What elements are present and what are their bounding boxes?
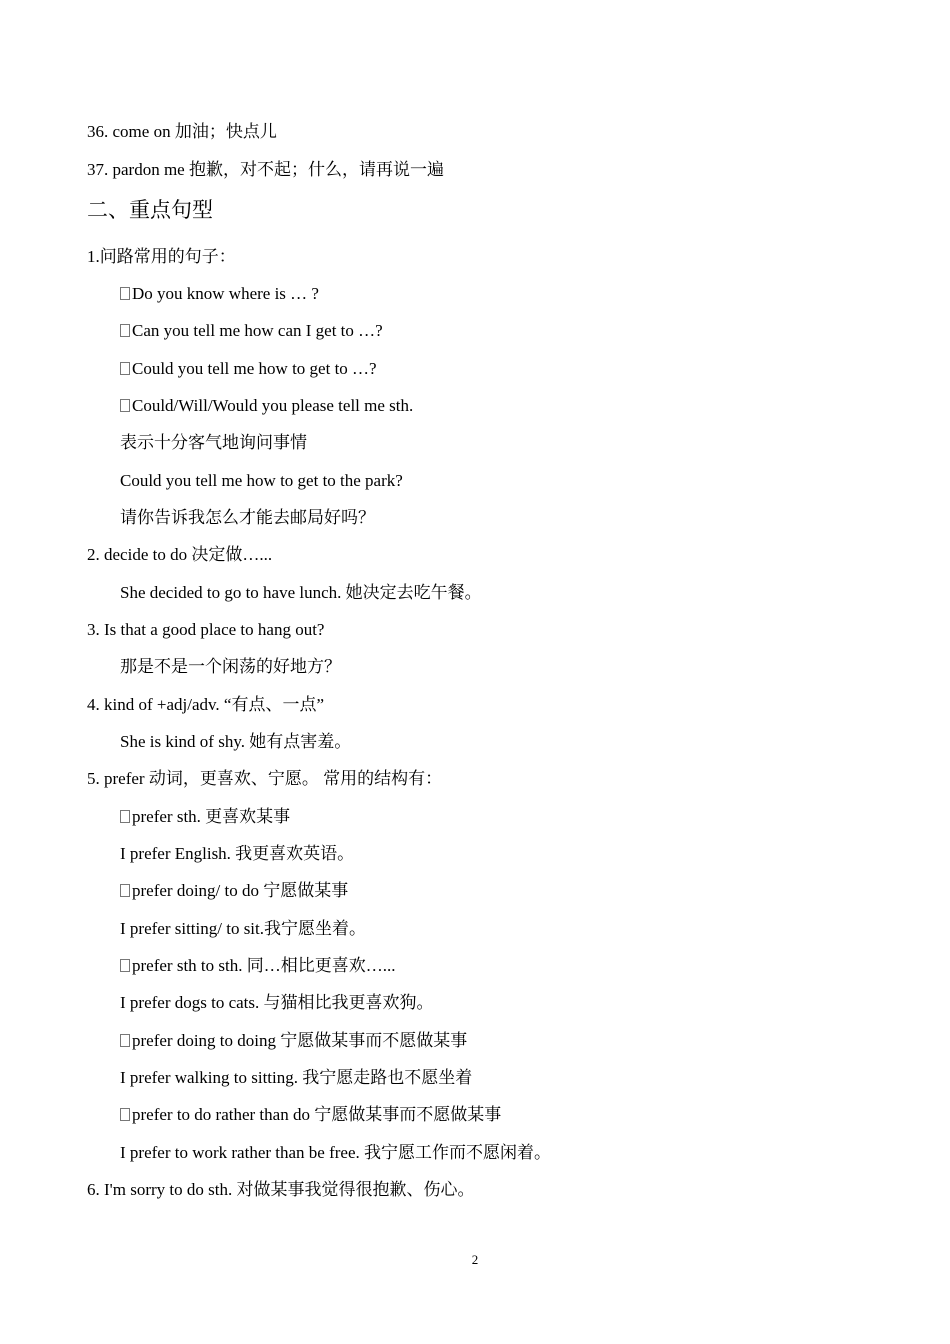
bullet-box-icon	[120, 810, 130, 823]
example-sentence: I prefer English. 我更喜欢英语。	[120, 844, 355, 863]
sentence-item	[120, 283, 319, 305]
sentence-item	[120, 395, 413, 417]
section-heading: 二、重点句型	[87, 198, 213, 222]
sentence-text: Do you know where is … ?	[132, 284, 319, 303]
example-sentence: She decided to go to have lunch. 她决定去吃午餐。	[120, 583, 482, 602]
example-sentence: She is kind of shy. 她有点害羞。	[120, 732, 352, 751]
example-sentence: I prefer sitting/ to sit.我宁愿坐着。	[120, 919, 367, 938]
bullet-box-icon	[120, 287, 130, 300]
structure-text: prefer doing/ to do 宁愿做某事	[132, 881, 349, 900]
structure-item	[120, 1030, 467, 1052]
point-6-title: 6. I'm sorry to do sth. 对做某事我觉得很抱歉、伤心。	[87, 1180, 475, 1199]
bullet-box-icon	[120, 1034, 130, 1047]
structure-item	[120, 880, 348, 902]
example-translation: 那是不是一个闲荡的好地方？	[120, 657, 341, 676]
explanation-text: 表示十分客气地询问事情	[120, 433, 307, 452]
bullet-box-icon	[120, 324, 130, 337]
sentence-text: Could you tell me how to get to …?	[132, 359, 377, 378]
sentence-text: Could/Will/Would you please tell me sth.	[132, 396, 414, 415]
structure-item	[120, 806, 290, 828]
bullet-box-icon	[120, 1108, 130, 1121]
bullet-box-icon	[120, 362, 130, 375]
structure-item	[120, 1104, 501, 1126]
structure-text: prefer to do rather than do 宁愿做某事而不愿做某事	[132, 1105, 502, 1124]
sentence-text: Can you tell me how can I get to …?	[132, 321, 383, 340]
point-5-title: 5. prefer 动词，更喜欢、宁愿。 常用的结构有：	[87, 769, 443, 788]
structure-item	[120, 955, 395, 977]
structure-text: prefer sth to sth. 同…相比更喜欢…...	[132, 956, 396, 975]
point-1-title: 1.问路常用的句子：	[87, 247, 236, 266]
bullet-box-icon	[120, 399, 130, 412]
point-2-title: 2. decide to do 决定做…...	[87, 545, 273, 564]
example-translation: 请你告诉我怎么才能去邮局好吗？	[120, 508, 375, 527]
page-number: 2	[471, 1252, 479, 1267]
example-sentence: I prefer dogs to cats. 与猫相比我更喜欢狗。	[120, 993, 434, 1012]
example-sentence: I prefer to work rather than be free. 我宁愿工作而不愿闲着。	[120, 1143, 552, 1162]
vocab-item-37: 37. pardon me 抱歉，对不起；什么，请再说一遍	[87, 160, 444, 179]
sentence-item	[120, 358, 377, 380]
example-sentence: Could you tell me how to get to the park?	[120, 471, 403, 490]
structure-text: prefer doing to doing 宁愿做某事而不愿做某事	[132, 1031, 468, 1050]
structure-text: prefer sth. 更喜欢某事	[132, 807, 291, 826]
bullet-box-icon	[120, 959, 130, 972]
sentence-item	[120, 320, 383, 342]
vocab-item-36: 36. come on 加油；快点儿	[87, 122, 277, 141]
example-sentence: I prefer walking to sitting. 我宁愿走路也不愿坐着	[120, 1068, 473, 1087]
point-4-title: 4. kind of +adj/adv. “有点、一点”	[87, 695, 324, 714]
bullet-box-icon	[120, 884, 130, 897]
point-3-title: 3. Is that a good place to hang out?	[87, 620, 325, 639]
